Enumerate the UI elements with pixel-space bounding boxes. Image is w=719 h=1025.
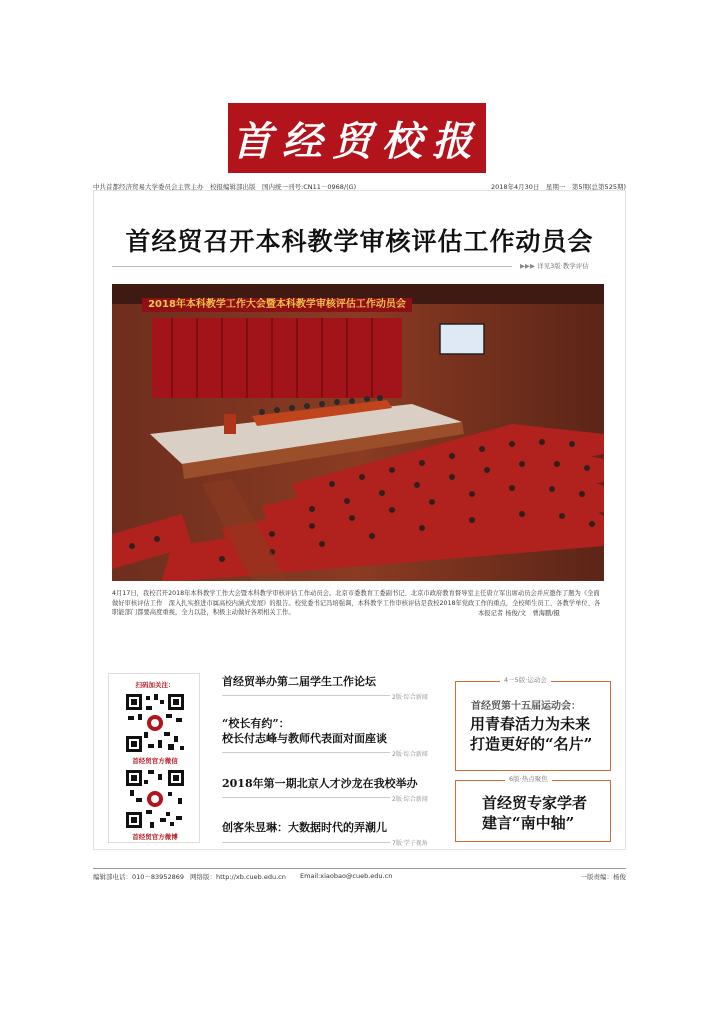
wechat-qr-code[interactable] [124,692,186,754]
footer-divider [93,868,626,869]
wechat-label: 首经贸官方微信 [132,757,178,765]
promo-title-2b: 建言“南中轴” [482,814,575,832]
triple-arrow-icon: ▶▶▶ [520,262,538,270]
issue-info: 2018年4月30日 星期一 第5期(总第525期) [490,183,626,191]
weibo-label: 首经贸官方微博 [132,833,178,841]
news-divider [222,752,390,753]
news-title-1[interactable]: 首经贸举办第二届学生工作论坛 [222,675,376,688]
promo-tag-1: 4－5版·运动会 [500,675,551,684]
auditorium-illustration [112,284,604,581]
footer-phone: 编辑部电话：010－83952869 [93,873,184,881]
photo-credit: 本报记者 杨俊/文 曹海鹏/摄 [478,610,560,617]
stage-banner: 2018年本科教学工作大会暨本科教学审核评估工作动员会 [142,298,412,312]
publisher-info: 中共首都经济贸易大学委员会主管主办 校报编辑部出版 国内统一刊号:CN11－0968/(G) [93,183,357,191]
news-title-2b[interactable]: 校长付志峰与教师代表面对面座谈 [222,732,387,745]
news-title-4[interactable]: 创客朱昱琳：大数据时代的弄潮儿 [222,821,387,834]
masthead [228,103,486,173]
promo-title-1b: 打造更好的“名片” [470,735,593,753]
footer-editor: 一版责编：杨俊 [580,873,626,881]
qr-code-icon [124,692,186,754]
see-more-label: 详见3版·教学评估 [537,262,589,270]
photo-caption: 4月17日，我校召开2018年本科教学工作大会暨本科教学审核评估工作动员会。北京市委教育工委副书记、北京市政府教育督导室主任唐立军出席动员会并应邀作了题为《全面做好审核评估工作 深入扎实推进市属高校内涵式发展》的报告。校党委书记冯培强调，本科教学工作审核评估是我校2018年党政工作的重点，全校师生员工、各教学单位、各职能部门都要高度重视，全力以赴，积极主动做好各项相关工作。 [112,590,601,616]
promo-subtitle-1: 首经贸第十五届运动会： [471,701,581,712]
qr-header: 扫码加关注： [135,681,175,689]
see-more-link[interactable] [520,261,589,270]
headline-divider [112,266,512,267]
news-divider [222,797,390,798]
news-divider [222,695,390,696]
qr-code-icon [124,768,186,830]
qr-panel [108,673,200,843]
headline: 首经贸召开本科教学审核评估工作动员会 [125,227,594,256]
news-tag-4: 7版·学子视角 [392,840,428,847]
promo-title-2a: 首经贸专家学者 [482,794,588,812]
footer-web[interactable]: 网络版：http://xb.cueb.edu.cn [190,873,286,881]
news-divider [222,842,390,843]
news-title-3[interactable]: 2018年第一期北京人才沙龙在我校举办 [222,777,418,790]
footer-email[interactable]: Email:xiaobao@cueb.edu.cn [300,872,393,880]
masthead-title: 首经贸校报 [232,117,482,165]
weibo-qr-code[interactable] [124,768,186,830]
promo-title-1a: 用青春活力为未来 [470,715,591,733]
news-tag-2: 2版·综合新闻 [392,751,428,758]
news-tag-3: 2版·综合新闻 [392,796,428,803]
lead-photo [112,284,604,581]
news-tag-1: 2版·综合新闻 [392,694,428,701]
news-title-2a[interactable]: “校长有约”： [222,717,290,730]
promo-tag-2: 6版·热点聚焦 [505,774,552,783]
